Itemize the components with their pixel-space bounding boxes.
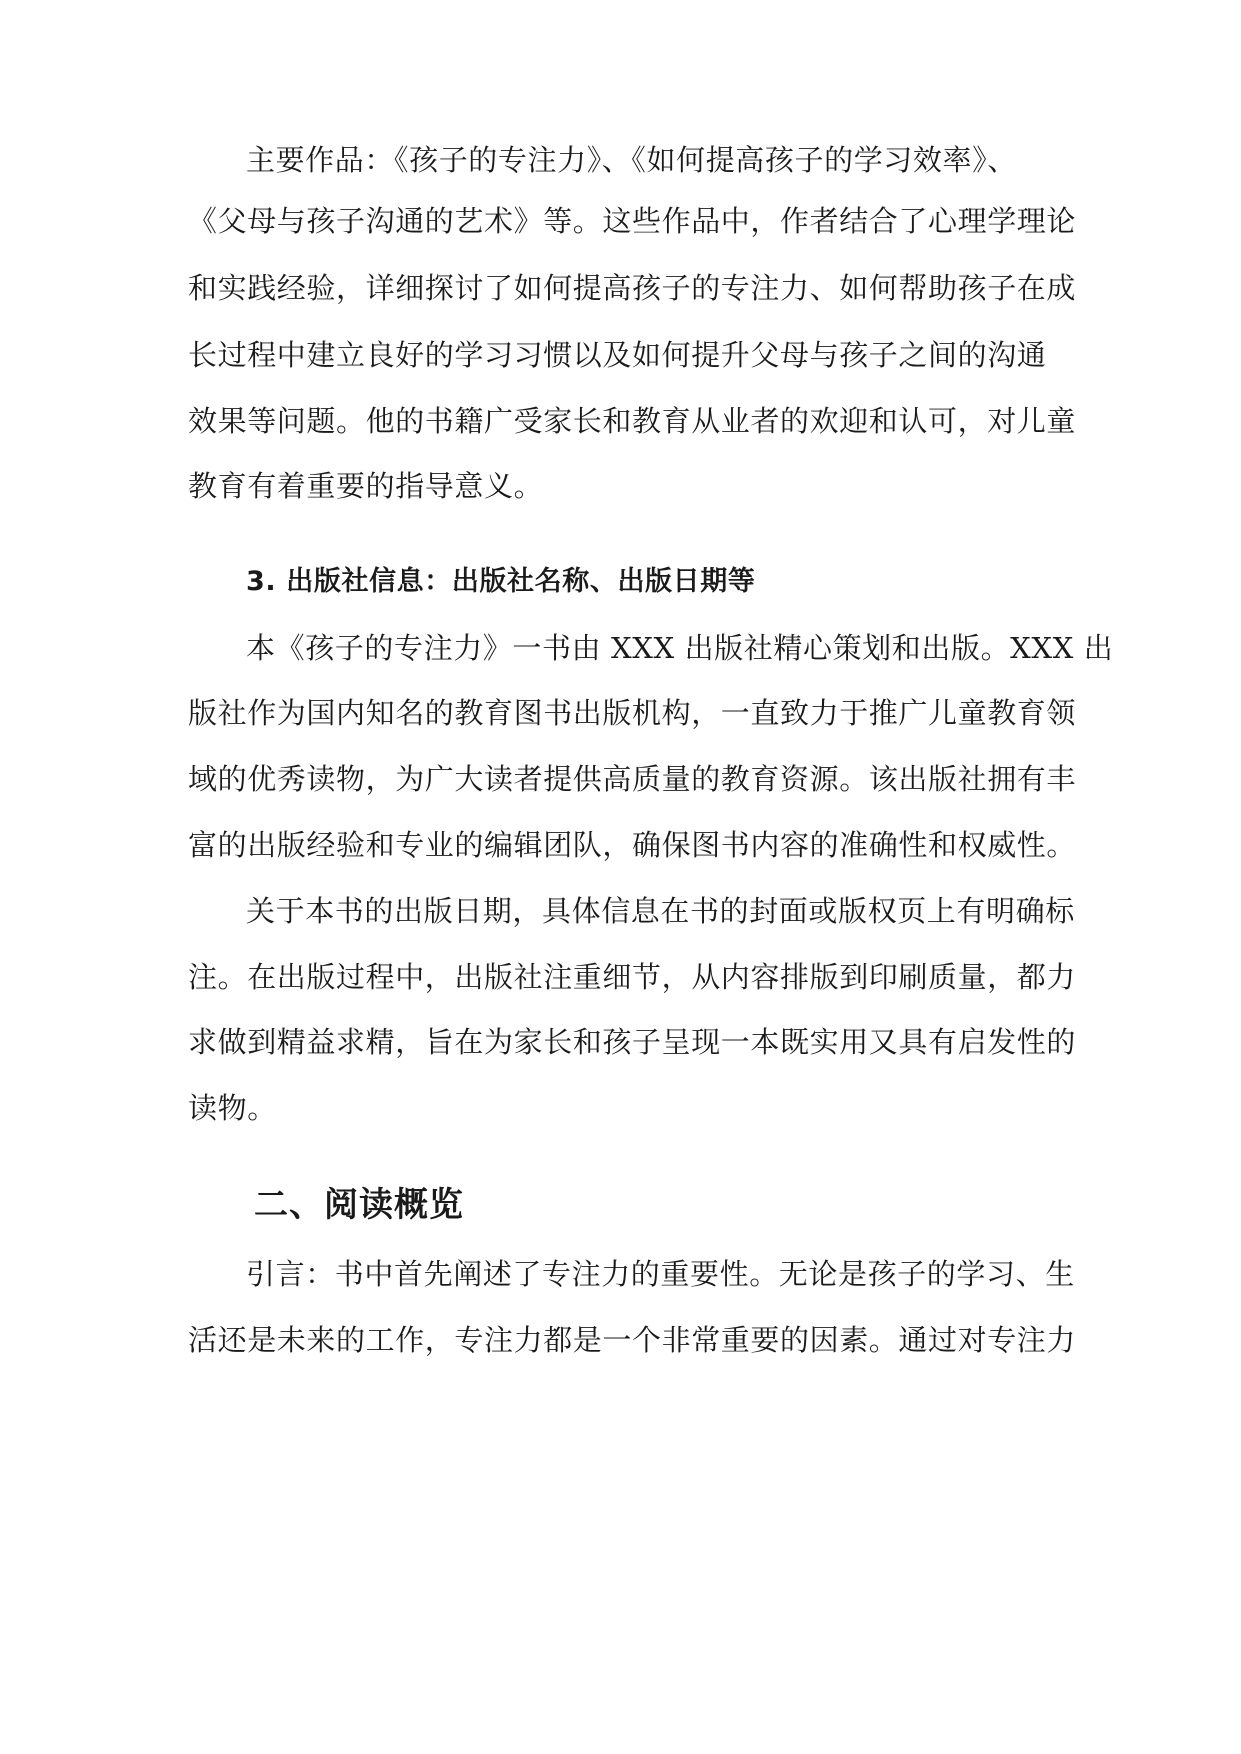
paragraph-4-line-2: 活还是未来的工作，专注力都是一个非常重要的因素。通过对专注力: [188, 1323, 1077, 1357]
paragraph-3-line-2: 注。在出版过程中，出版社注重细节，从内容排版到印刷质量，都力: [188, 960, 1077, 994]
paragraph-1-line-6: 教育有着重要的指导意义。: [188, 469, 544, 503]
paragraph-1-line-4: 长过程中建立良好的学习习惯以及如何提升父母与孩子之间的沟通: [188, 338, 1047, 372]
paragraph-3-line-1: 关于本书的出版日期，具体信息在书的封面或版权页上有明确标: [246, 894, 1075, 928]
paragraph-1-line-3: 和实践经验，详细探讨了如何提高孩子的专注力、如何帮助孩子在成: [188, 271, 1077, 305]
paragraph-1-line-5: 效果等问题。他的书籍广受家长和教育从业者的欢迎和认可，对儿童: [188, 404, 1077, 438]
paragraph-2-line-1: 本《孩子的专注力》一书由 XXX 出版社精心策划和出版。XXX 出: [246, 631, 1114, 665]
paragraph-2-line-3: 域的优秀读物，为广大读者提供高质量的教育资源。该出版社拥有丰: [188, 762, 1077, 796]
paragraph-3-line-3: 求做到精益求精，旨在为家长和孩子呈现一本既实用又具有启发性的: [188, 1025, 1077, 1059]
paragraph-4-line-1: 引言：书中首先阐述了专注力的重要性。无论是孩子的学习、生: [246, 1257, 1075, 1291]
paragraph-1-line-1: 主要作品：《孩子的专注力》、《如何提高孩子的学习效率》、: [246, 143, 1017, 177]
paragraph-3-line-4: 读物。: [188, 1091, 277, 1125]
paragraph-1-line-2: 《父母与孩子沟通的艺术》等。这些作品中，作者结合了心理学理论: [188, 204, 1077, 238]
chapter-heading: 二、阅读概览: [254, 1185, 464, 1225]
section-3-heading: 3. 出版社信息：出版社名称、出版日期等: [246, 566, 756, 597]
paragraph-2-line-2: 版社作为国内知名的教育图书出版机构，一直致力于推广儿童教育领: [188, 696, 1077, 730]
paragraph-2-line-4: 富的出版经验和专业的编辑团队，确保图书内容的准确性和权威性。: [188, 828, 1077, 862]
